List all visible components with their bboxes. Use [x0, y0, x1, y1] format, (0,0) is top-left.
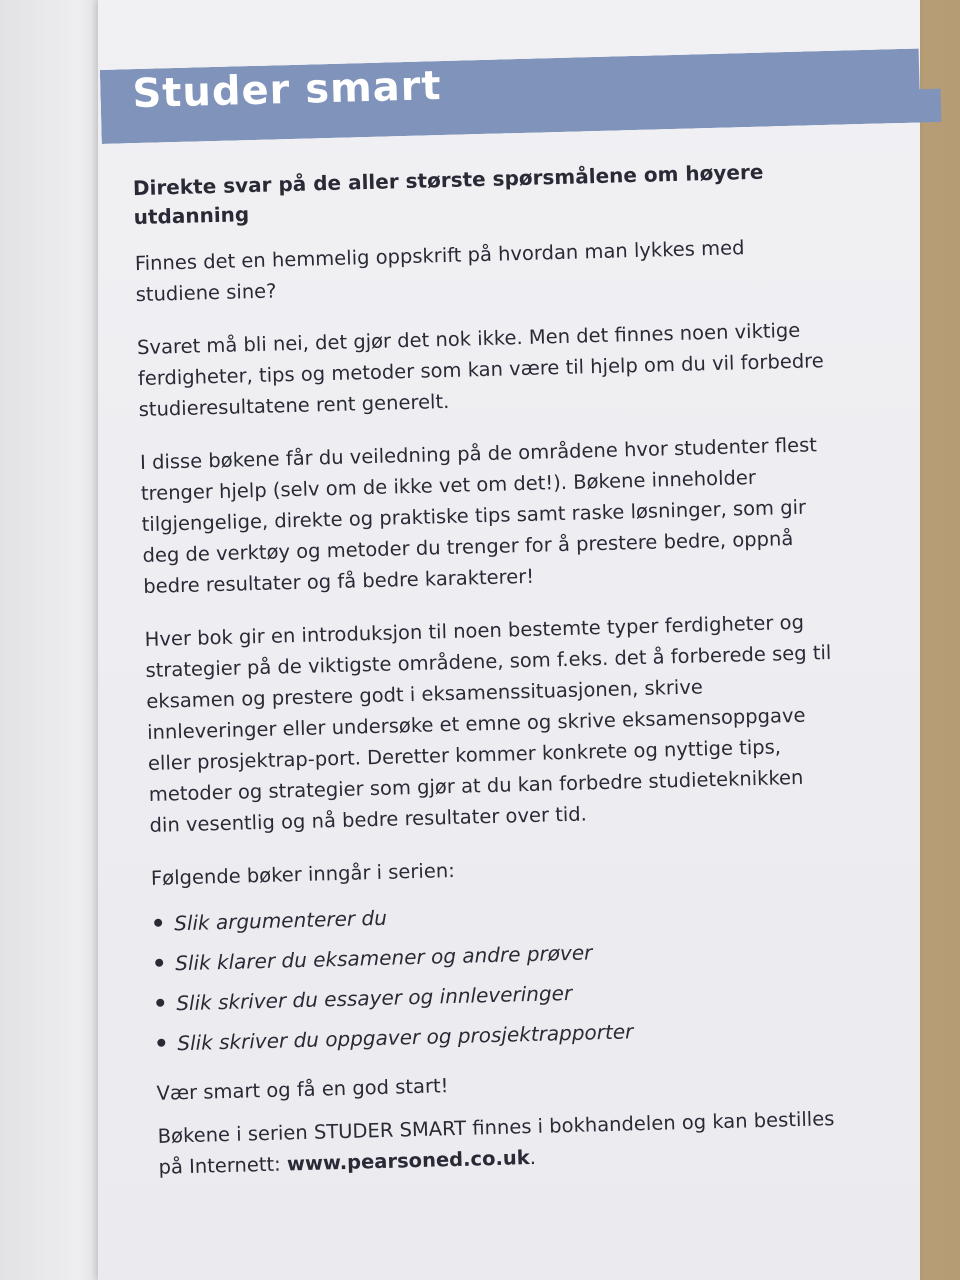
- website-link[interactable]: www.pearsoned.co.uk: [286, 1146, 530, 1176]
- book-page: [98, 0, 920, 1280]
- closing-line: Vær smart og få en god start!: [156, 1074, 449, 1105]
- paragraph-4: Hver bok gir en introduksjon til noen bestemte typer ferdigheter og strategier på de viktigste områdene, som f.eks. det å forberede seg til eksamen og prestere godt i eksamenssituasjonen, skrive innleveringer eller undersøke et emne og skrive eksamensoppgave eller prosjektrap-port. Deretter kommer konkrete og nyttige tips, metoder og strategier som gjør at du kan forbedre studieteknikken din vesentlig og nå bedre resultater over tid.: [144, 610, 832, 837]
- url-suffix: .: [529, 1145, 537, 1170]
- page-body: [133, 156, 850, 1205]
- book-title: Slik klarer du eksamener og andre prøver: [174, 940, 593, 976]
- availability-text: Bøkene i serien STUDER SMART finnes i bokhandelen og kan bestilles på Internett:: [157, 1107, 835, 1179]
- paragraph-3: I disse bøkene får du veiledning på de områdene hvor studenter flest trenger hjelp (selv om de ikke vet om det!). Bøkene inneholder tilgjengelige, direkte og praktiske tips samt raske løsninger, som gir deg de verktøy og metoder du trenger for å prestere bedre, oppnå bedre resultater og få bedre karakterer!: [139, 433, 818, 599]
- page-content-rotated: [98, 0, 953, 1280]
- series-intro: Følgende bøker inngår i serien:: [150, 858, 456, 890]
- bullet-icon: [156, 999, 164, 1007]
- bullet-icon: [157, 1039, 165, 1047]
- left-page-edge: [0, 0, 114, 1280]
- bullet-icon: [154, 919, 162, 927]
- book-title: Slik argumenterer du: [173, 905, 388, 936]
- book-title: Slik skriver du oppgaver og prosjektrapporter: [177, 1019, 634, 1056]
- availability-paragraph: [157, 1103, 848, 1183]
- book-title: Slik skriver du essayer og innleveringer: [175, 980, 573, 1016]
- book-list: [152, 886, 846, 1064]
- paragraph-2: Svaret må bli nei, det gjør det nok ikke. Men det finnes noen viktige ferdigheter, tips og metoder som kan være til hjelp om du vil forbedre studieresultatene rent generelt.: [136, 318, 825, 422]
- headline: Direkte svar på de aller største spørsmålene om høyere utdanning: [132, 159, 764, 230]
- bullet-icon: [155, 959, 163, 967]
- paragraph-1: Finnes det en hemmelig oppskrift på hvordan man lykkes med studiene sine?: [134, 236, 745, 307]
- page-title: Studer smart: [131, 63, 443, 118]
